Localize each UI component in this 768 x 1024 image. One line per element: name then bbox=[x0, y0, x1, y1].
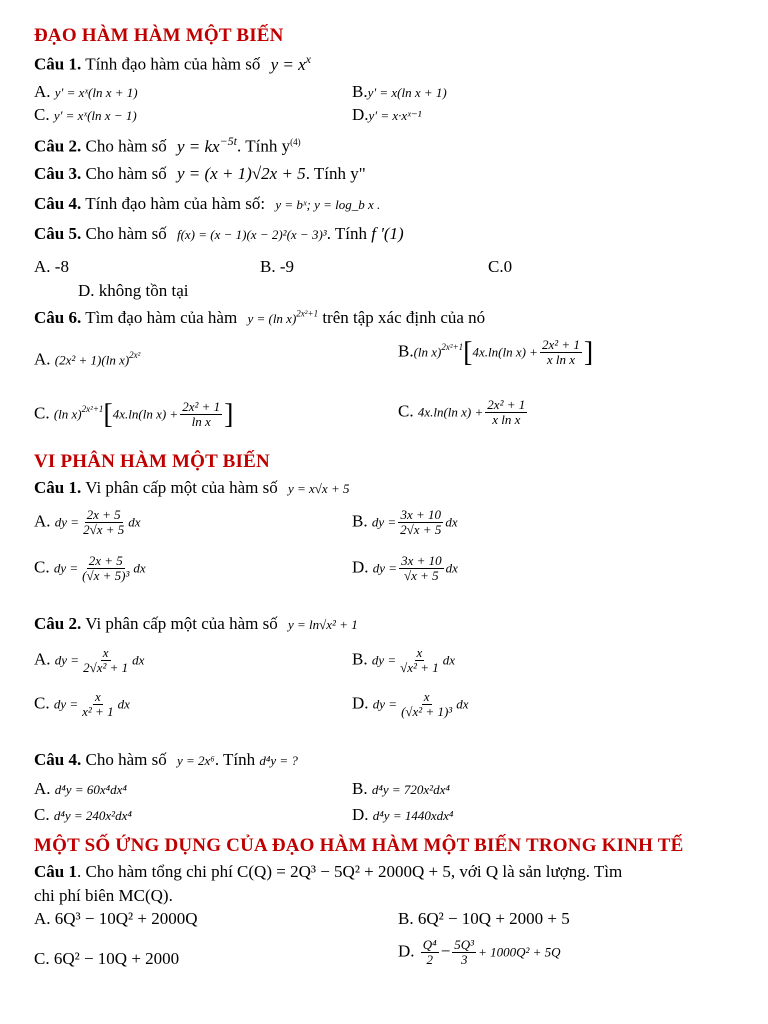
question-5: Câu 5. Cho hàm số f(x) = (x − 1)(x − 2)²(x − 3)³. Tính f '(1) bbox=[34, 224, 404, 243]
question-3: Câu 3. Cho hàm số y = (x + 1)√2x + 5. Tính y" bbox=[34, 164, 366, 183]
question-1: Câu 1. Tính đạo hàm của hàm số $y = x^x$ bbox=[34, 52, 311, 74]
v2-option-c[interactable]: C. dy = $\frac{x}{\text{x² + 1}}$ dx bbox=[34, 689, 130, 719]
v4-option-c[interactable]: C. d⁴y = 240x²dx⁴ bbox=[34, 805, 132, 824]
q5-option-c[interactable]: C.0 bbox=[488, 257, 513, 276]
v1-option-d[interactable]: D. dy = $\frac{3x + 10}{√x + 5}$ dx bbox=[352, 553, 458, 583]
v1-option-c[interactable]: C. dy = $\frac{2x + 5}{\text{(√x + 5)³}}$ dx bbox=[34, 553, 146, 583]
v4-option-b[interactable]: B. d⁴y = 720x²dx⁴ bbox=[352, 779, 450, 798]
k1-option-c[interactable]: C. 6Q² − 10Q + 2000 bbox=[34, 949, 180, 968]
differential-question-1: Câu 1. Vi phân cấp một của hàm số y = x√x + 5 bbox=[34, 478, 350, 497]
q6-option-a[interactable]: A. (2x² + 1)(ln x)$^{2x^2}$ bbox=[34, 349, 141, 369]
economics-question-1-line2: chi phí biên MC(Q). bbox=[34, 886, 173, 905]
question-4: Câu 4. Tính đạo hàm của hàm số: y = bˣ; y = log_b x . bbox=[34, 194, 381, 213]
v2-option-d[interactable]: D. dy = $\frac{x}{\text{(√x² + 1)³}}$ dx bbox=[352, 689, 469, 719]
differential-question-4: Câu 4. Cho hàm số y = 2x⁶. Tính d⁴y = ? bbox=[34, 750, 298, 769]
economics-question-1: Câu 1. Cho hàm tổng chi phí C(Q) = 2Q³ − 5Q² + 2000Q + 5, với Q là sản lượng. Tìm bbox=[34, 862, 623, 881]
k1-option-b[interactable]: B. 6Q² − 10Q + 2000 + 5 bbox=[398, 909, 570, 928]
q1-option-b[interactable]: B.y' = x(ln x + 1) bbox=[352, 82, 447, 101]
q1-option-a[interactable]: A. y' = xˣ(ln x + 1) bbox=[34, 82, 138, 101]
k1-option-d[interactable]: D. $\frac{\text{Q⁴}}{2}$ − $\frac{\text{5Q³}}{3}$ + 1000Q² + 5Q bbox=[398, 937, 561, 967]
q1-option-c[interactable]: C. y' = xˣ(ln x − 1) bbox=[34, 105, 137, 124]
question-6: Câu 6. Tìm đạo hàm của hàm y = (ln x)$^{2x^2+1}$ trên tập xác định của nó bbox=[34, 308, 486, 327]
v4-option-d[interactable]: D. d⁴y = 1440xdx⁴ bbox=[352, 805, 454, 824]
q5-option-a[interactable]: A. -8 bbox=[34, 257, 69, 276]
section-heading-derivative: ĐẠO HÀM HÀM MỘT BIẾN bbox=[34, 25, 284, 46]
k1-option-a[interactable]: A. 6Q³ − 10Q² + 2000Q bbox=[34, 909, 198, 928]
section-heading-economics: MỘT SỐ ỨNG DỤNG CỦA ĐẠO HÀM HÀM MỘT BIẾN TRONG KINH TẾ bbox=[34, 835, 684, 856]
q6-option-d[interactable]: C. 4x.ln(ln x) + $\frac{\text{2x² + 1}}{\text{x ln x}}$ bbox=[398, 397, 526, 427]
v4-option-a[interactable]: A. d⁴y = 60x⁴dx⁴ bbox=[34, 779, 127, 798]
v2-option-a[interactable]: A. dy = $\frac{x}{\text{2√x² + 1}}$ dx bbox=[34, 645, 145, 675]
v2-option-b[interactable]: B. dy = $\frac{x}{\text{√x² + 1}}$ dx bbox=[352, 645, 455, 675]
v1-option-b[interactable]: B. dy = $\frac{3x + 10}{2√x + 5}$ dx bbox=[352, 507, 458, 537]
question-2: Câu 2. Cho hàm số $y = kx^{-5t}$. Tính $y^{(4)}$ bbox=[34, 134, 301, 156]
differential-question-2: Câu 2. Vi phân cấp một của hàm số y = ln√x² + 1 bbox=[34, 614, 358, 633]
v1-option-a[interactable]: A. dy = $\frac{2x + 5}{2√x + 5}$ dx bbox=[34, 507, 141, 537]
section-heading-differential: VI PHÂN HÀM MỘT BIẾN bbox=[34, 451, 270, 472]
q6-option-b[interactable]: B.(ln x)$^{2x^2+1}$[4x.ln(ln x) + $\frac{\text{2x² + 1}}{\text{x ln x}}$ ] bbox=[398, 336, 594, 368]
q5-option-b[interactable]: B. -9 bbox=[260, 257, 294, 276]
q6-option-c[interactable]: C. (ln x)$^{2x^2+1}$[4x.ln(ln x) + $\frac{\text{2x² + 1}}{\text{ln x}}$ ] bbox=[34, 398, 234, 430]
q1-option-d[interactable]: D.y' = x·xˣ⁻¹ bbox=[352, 105, 422, 124]
q5-option-d[interactable]: D. không tồn tại bbox=[78, 281, 189, 300]
